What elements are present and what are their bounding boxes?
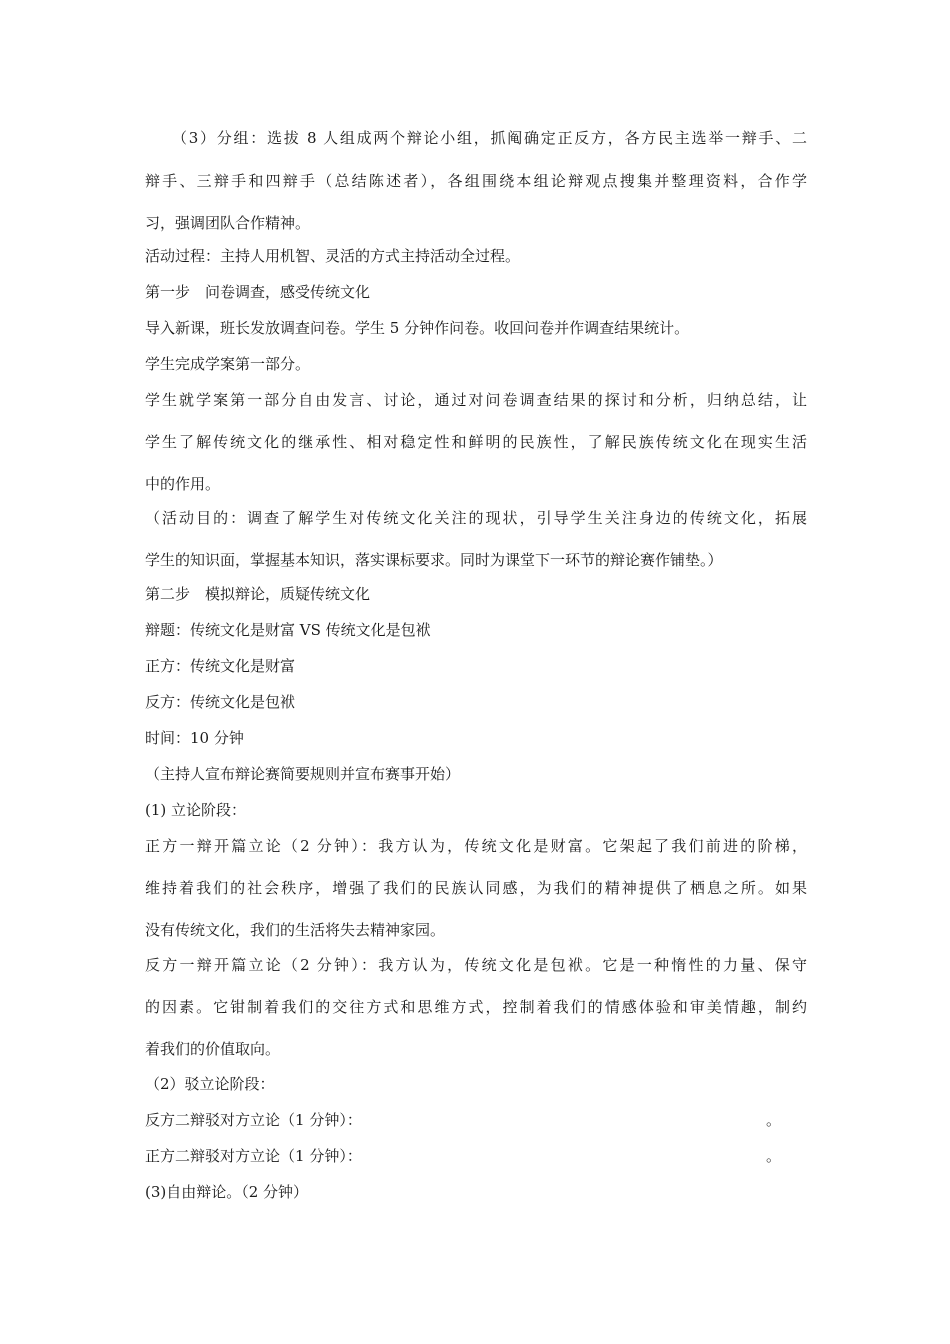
pro-side: 正方：传统文化是财富 [145, 657, 296, 675]
process-line: 活动过程：主持人用机智、灵活的方式主持活动全过程。 [145, 247, 521, 265]
con-side: 反方：传统文化是包袱 [145, 693, 296, 711]
con-rebut-period: 。 [766, 1111, 782, 1129]
grouping-line-1: （3）分组：选拔 8 人组成两个辩论小组，抓阄确定正反方，各方民主选举一辩手、二 [172, 129, 807, 147]
stage1-heading: (1) 立论阶段： [145, 801, 247, 819]
part1-line: 学生完成学案第一部分。 [145, 355, 311, 373]
con-open-line-2: 的因素。它钳制着我们的交往方式和思维方式，控制着我们的情感体验和审美情趣，制约 [145, 998, 807, 1016]
discuss-line-1: 学生就学案第一部分自由发言、讨论，通过对问卷调查结果的探讨和分析，归纳总结，让 [145, 391, 807, 409]
pro-open-line-3: 没有传统文化，我们的生活将失去精神家园。 [145, 921, 446, 939]
con-open-line-1: 反方一辩开篇立论（2 分钟）：我方认为，传统文化是包袱。它是一种惰性的力量、保守 [145, 956, 807, 974]
pro-rebut-line: 正方二辩驳对方立论（1 分钟）： [145, 1147, 362, 1165]
con-open-line-3: 着我们的价值取向。 [145, 1040, 281, 1058]
discuss-line-2: 学生了解传统文化的继承性、相对稳定性和鲜明的民族性，了解民族传统文化在现实生活 [145, 433, 807, 451]
purpose-line-1: （活动目的：调查了解学生对传统文化关注的现状，引导学生关注身边的传统文化，拓展 [145, 509, 807, 527]
discuss-line-3: 中的作用。 [145, 475, 221, 493]
intro-line: 导入新课，班长发放调查问卷。学生 5 分钟作问卷。收回问卷并作调查结果统计。 [145, 319, 690, 337]
debate-time: 时间：10 分钟 [145, 729, 244, 747]
grouping-line-2: 辩手、三辩手和四辩手（总结陈述者），各组围绕本组论辩观点搜集并整理资料，合作学 [145, 172, 807, 190]
debate-topic: 辩题：传统文化是财富 VS 传统文化是包袱 [145, 621, 431, 639]
grouping-line-3: 习，强调团队合作精神。 [145, 214, 311, 232]
pro-open-line-1: 正方一辩开篇立论（2 分钟）：我方认为，传统文化是财富。它架起了我们前进的阶梯， [145, 837, 807, 855]
pro-open-line-2: 维持着我们的社会秩序，增强了我们的民族认同感，为我们的精神提供了栖息之所。如果 [145, 879, 807, 897]
rules-note: （主持人宣布辩论赛简要规则并宣布赛事开始） [145, 765, 461, 783]
pro-rebut-period: 。 [766, 1147, 782, 1165]
con-rebut-line: 反方二辩驳对方立论（1 分钟）： [145, 1111, 362, 1129]
step1-heading: 第一步 问卷调查，感受传统文化 [145, 283, 371, 301]
stage3-heading: (3)自由辩论。（2 分钟） [145, 1183, 309, 1201]
stage2-heading: （2）驳立论阶段： [145, 1075, 275, 1093]
purpose-line-2: 学生的知识面，掌握基本知识，落实课标要求。同时为课堂下一环节的辩论赛作铺垫。） [145, 551, 723, 569]
step2-heading: 第二步 模拟辩论，质疑传统文化 [145, 585, 371, 603]
